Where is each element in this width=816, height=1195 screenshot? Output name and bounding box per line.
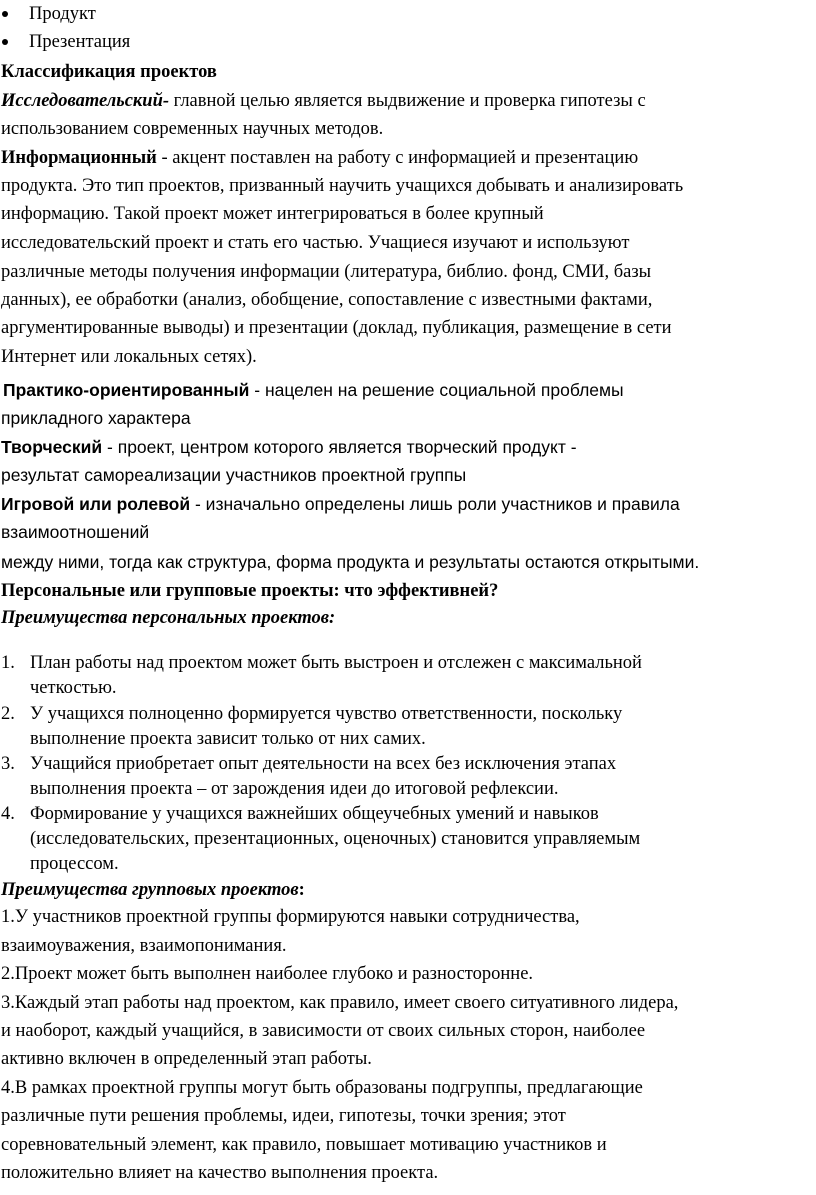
section-heading-comparison: Персональные или групповые проекты: что эффективней? bbox=[1, 581, 499, 601]
list-item: У учащихся полноценно формируется чувство ответственности, поскольку bbox=[30, 704, 623, 724]
bullet-item: Презентация bbox=[29, 32, 131, 52]
list-item: 4.В рамках проектной группы могут быть образованы подгруппы, предлагающие bbox=[1, 1078, 643, 1098]
document-page: Продукт Презентация Классификация проектов Исследовательский- главной целью является выдвижение и проверка гипотезы с использованием современных научных методов. Информационный - акцент поставлен на работу с информацией и презентацию продукта. Это тип проектов, призванный научить учащихся добывать и анализировать информацию. Такой проект может интегрироваться в более крупный исследовательский проект и стать его частью. Учащиеся изучают и используют различные методы получения информации (литература, библио. фонд, СМИ, базы данных), ее обработки (анализ, обобщение, сопоставление с известными фактами, аргументированные выводы) и презентации (доклад, публикация, размещение в сети Интернет или локальных сетях). Практико-ориентированный - нацелен на решение социальной проблемы прикладного характера Творческий - проект, центром которого является творческий продукт - результат самореализации участников проектной группы Игровой или ролевой - изначально определены лишь роли участников и правила взаимоотношений между ними, тогда как структура, форма продукта и результаты остаются открытыми. Персональные или групповые проекты: что эффективней? Преимущества персональных проектов: 1. План работы над проектом может быть выстроен и отслежен с максимальной четкостью. 2. У учащихся полноценно формируется чувство ответственности, поскольку выполнение проекта зависит только от них самих. 3. Учащийся приобретает опыт деятельности на всех без исключения этапах выполнения проекта – от зарождения идеи до итоговой рефлексии. 4. Формирование у учащихся важнейших общеучебных умений и навыков (исследовательских, презентационных, оценочных) становится управляемым процессом. Преимущества групповых проектов: 1.У участников проектной группы формируются навыки сотрудничества, взаимоуважения, взаимопонимания. 2.Проект может быть выполнен наиболее глубоко и разносторонне. 3.Каждый этап работы над проектом, как правило, имеет своего ситуативного лидера, и наоборот, каждый учащийся, в зависимости от своих сильных сторон, наиболее активно включен в определенный этап работы. 4.В рамках проектной группы могут быть образованы подгруппы, предлагающие различные пути решения проблемы, идеи, гипотезы, точки зрения; этот соревновательный элемент, как правило, повышает мотивацию участников и положительно влияет на качество выполнения проекта. bbox=[1, 4, 700, 1183]
paragraph-practice: Практико-ориентированный - нацелен на решение социальной проблемы bbox=[3, 380, 624, 400]
list-item: 2.Проект может быть выполнен наиболее глубоко и разносторонне. bbox=[1, 964, 534, 984]
bullet-dot-icon bbox=[2, 11, 8, 17]
paragraph-creative: Творческий - проект, центром которого является творческий продукт - bbox=[1, 437, 577, 457]
bullet-item: Продукт bbox=[29, 4, 96, 24]
subheading-personal: Преимущества персональных проектов: bbox=[1, 608, 336, 628]
term-game: Игровой или ролевой bbox=[1, 494, 191, 514]
list-item: Формирование у учащихся важнейших общеучебных умений и навыков bbox=[30, 804, 599, 824]
list-item: 1.У участников проектной группы формируются навыки сотрудничества, bbox=[1, 907, 580, 927]
term-creative: Творческий bbox=[1, 437, 103, 457]
term-research: Исследовательский- bbox=[1, 91, 170, 111]
paragraph-research: Исследовательский- главной целью является выдвижение и проверка гипотезы с bbox=[1, 91, 646, 111]
section-heading-classification: Классификация проектов bbox=[1, 62, 217, 82]
subheading-group: Преимущества групповых проектов: bbox=[1, 880, 305, 900]
list-item: Учащийся приобретает опыт деятельности на всех без исключения этапах bbox=[30, 754, 617, 774]
term-practice: Практико-ориентированный bbox=[3, 380, 250, 400]
paragraph-informational: Информационный - акцент поставлен на работу с информацией и презентацию bbox=[1, 148, 639, 168]
term-informational: Информационный bbox=[1, 148, 157, 168]
list-item: План работы над проектом может быть выстроен и отслежен с максимальной bbox=[30, 653, 642, 673]
list-item: 3.Каждый этап работы над проектом, как правило, имеет своего ситуативного лидера, bbox=[1, 993, 679, 1013]
bullet-dot-icon bbox=[2, 39, 8, 45]
paragraph-game: Игровой или ролевой - изначально определены лишь роли участников и правила bbox=[1, 494, 680, 514]
